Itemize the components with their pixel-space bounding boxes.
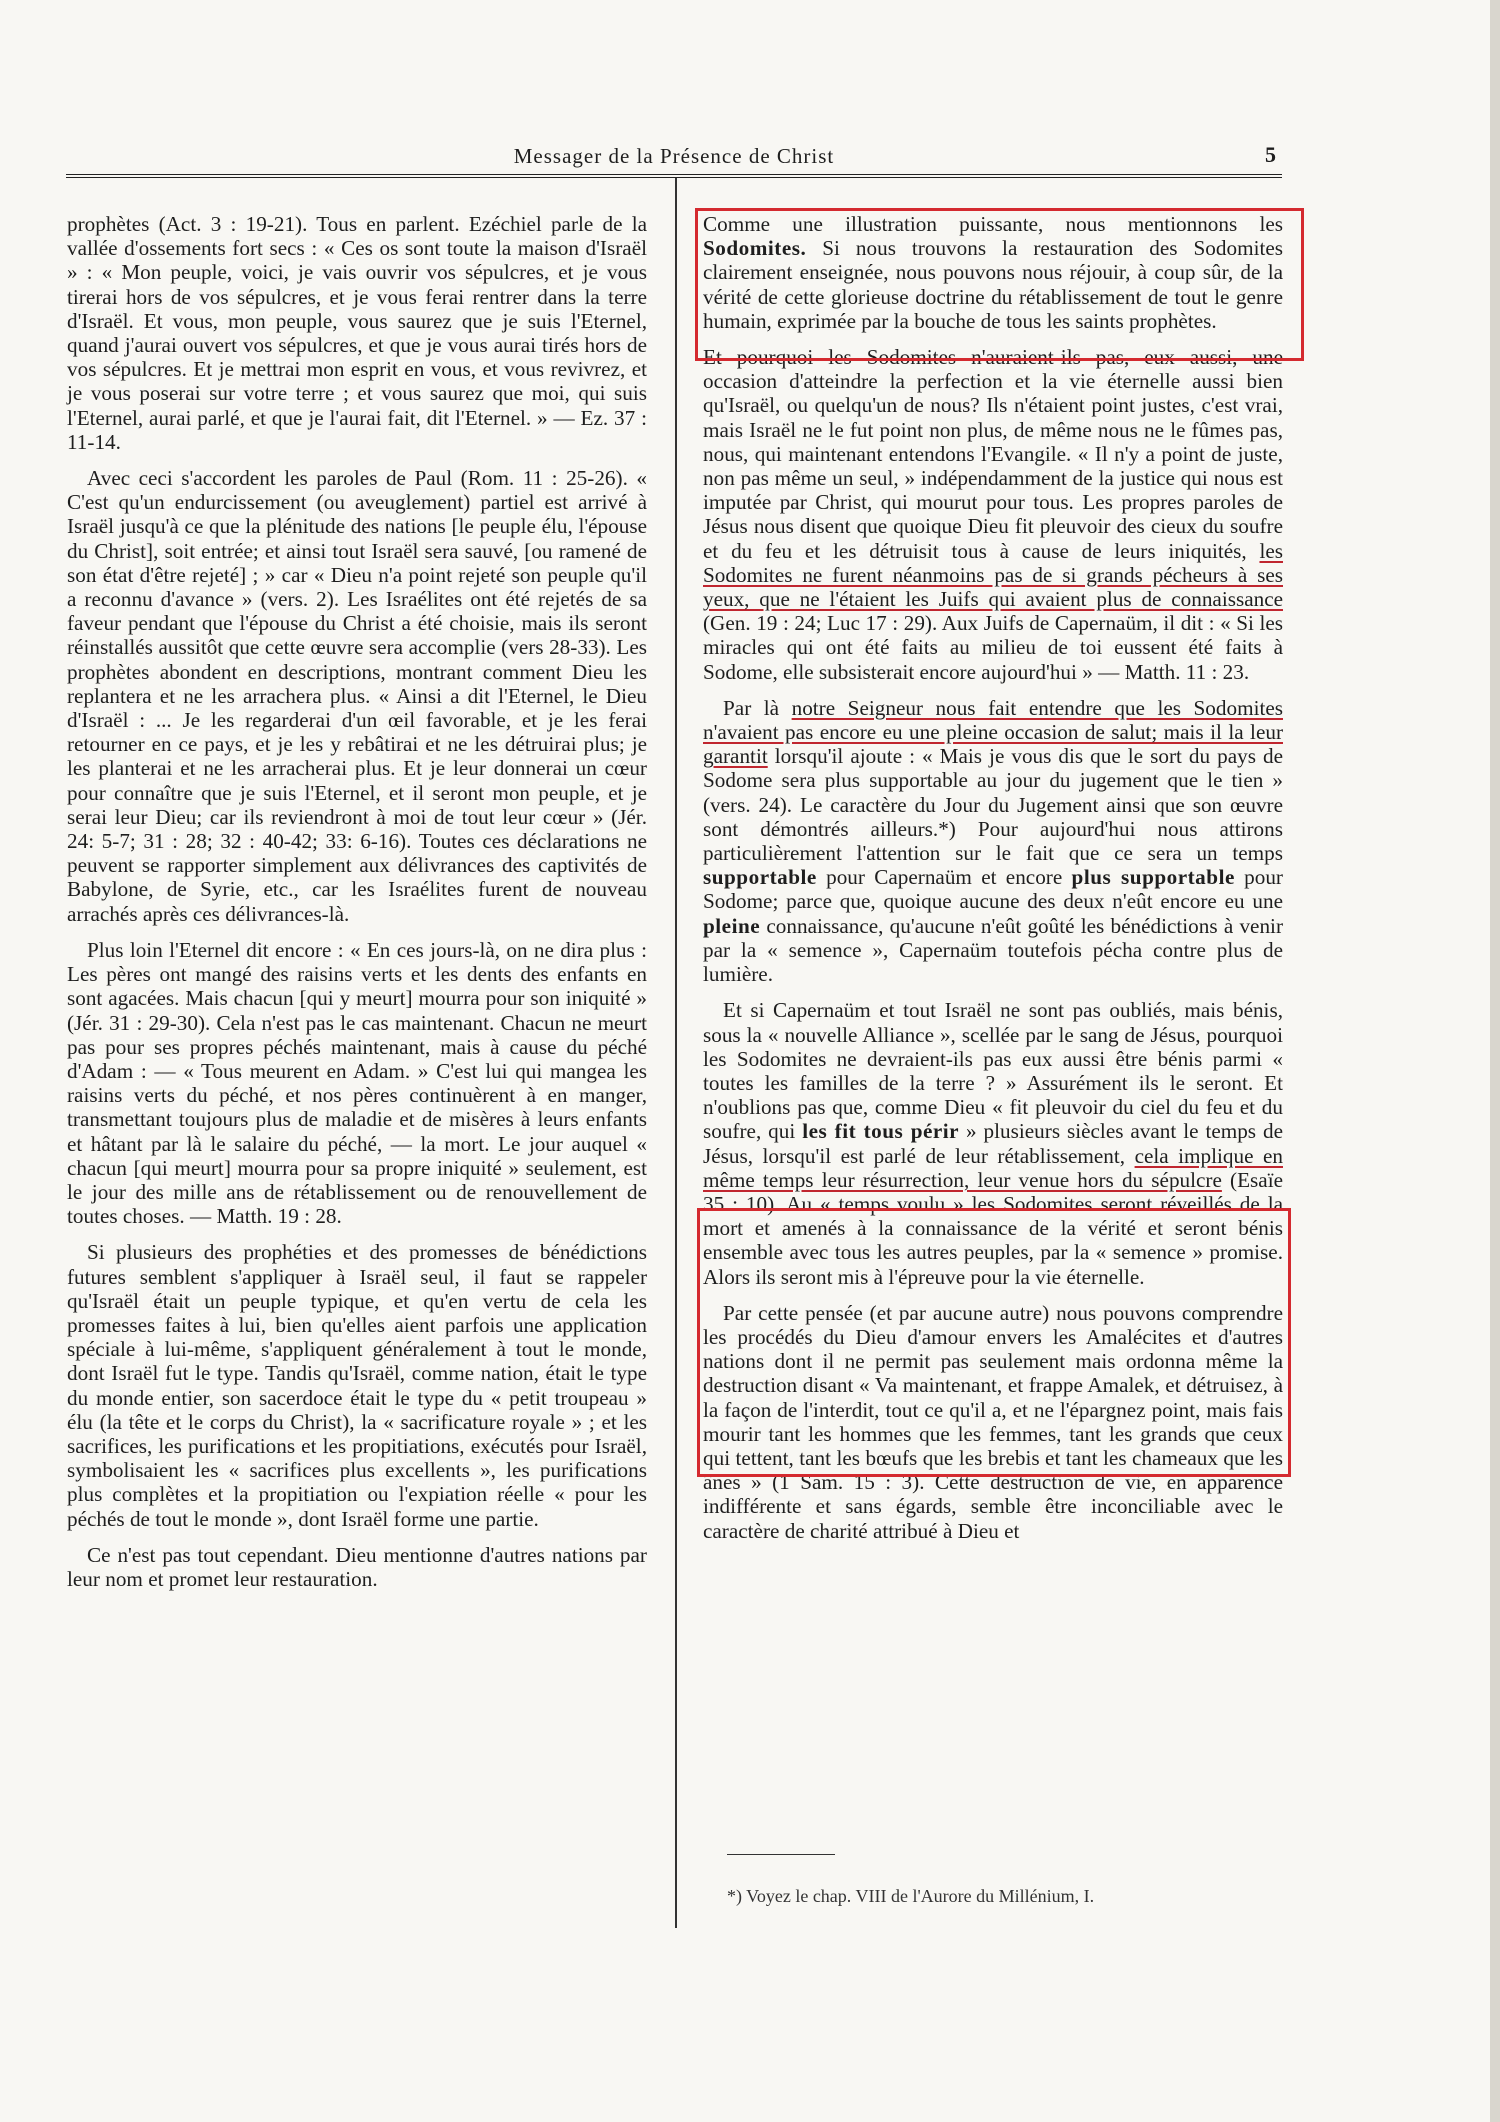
text-run: Si nous trouvons la restauration des Sodomites clairement enseignée, nous pouvons nous réjouir, à coup sûr, de la vérité de cette glorieuse doctrine du rétablissement de tout le genre humain, exprimée par la bouche de tous les saints prophètes.: [703, 236, 1283, 333]
text-run: Et si Capernaüm et tout Israël ne sont pas oubliés, mais bénis, sous la « nouvelle Alliance », scellée par le sang de Jésus, pourquoi les Sodomites ne devraient-ils pas eux aussi être bénis parmi « toutes les familles de la terre ? » Assurément ils le seront. Et n'oublions pas que, comme Dieu « fit pleuvoir du ciel du feu et du soufre, qui: [703, 998, 1283, 1144]
text-run: » plusieurs siècles avant le temps de Jésus, lorsqu'il est parlé de leur rétablissement,: [703, 1119, 1283, 1168]
footnote: *) Voyez le chap. VIII de l'Aurore du Millénium, I.: [727, 1886, 1095, 1906]
paragraph: Ce n'est pas tout cependant. Dieu mentionne d'autres nations par leur nom et promet leur restauration.: [67, 1542, 647, 1591]
paragraph: [703, 345, 1283, 684]
text-run: (Esaïe 35 : 10). Au « temps voulu » les Sodomites seront réveillés de la mort et amenés à la connaissance de la vérité et seront bénis ensemble avec tous les autres peuples, par la « semence » promise. Alors ils seront mis à l'épreuve pour la vie éternelle.: [703, 1167, 1283, 1289]
footnote-rule: [727, 1854, 835, 1855]
left-column: [67, 212, 647, 1603]
text-run: Par là: [723, 695, 792, 720]
bold-text: plus supportable: [1071, 865, 1235, 890]
text-run: lorsqu'il ajoute : « Mais je vous dis que le sort du pays de Sodome sera plus supportable au jour du jugement que le tien » (vers. 24). Le caractère du Jour du Jugement ainsi que son œuvre sont démontrés ailleurs.*) Pour aujourd'hui nous attirons particulièrement l'attention sur le fait que ce sera un temps: [703, 744, 1283, 866]
highlighted-text: notre Seigneur nous fait entendre que les Sodomites n'avaient pas encore eu une pleine occasion de salut; mais il la leur garantit: [703, 695, 1283, 769]
annotation-box: [697, 1208, 1291, 1477]
text-run: Comme une illustration puissante, nous mentionnons les: [703, 212, 1283, 236]
paragraph: prophètes (Act. 3 : 19-21). Tous en parlent. Ezéchiel parle de la vallée d'ossements fort secs : « Ces os sont toute la maison d'Israël » : « Mon peuple, voici, je vais ouvrir vos sépulcres, et je vous tirerai hors de vos sépulcres, et je vous ferai rentrer dans la terre d'Israël. Et vous, mon peuple, vous saurez que je suis l'Eternel, quand j'aurai ouvert vos sépulcres, et que je vous aurai tirés hors de vos sépulcres. Et je mettrai mon esprit en vous, et vous revivrez, et je vous poserai sur votre terre ; et vous saurez que moi, qui suis l'Eternel, aurai parlé, et que je l'aurai fait, dit l'Eternel. » — Ez. 37 : 11-14.: [67, 212, 647, 454]
page-number: 5: [1265, 142, 1276, 167]
header-title: Messager de la Présence de Christ: [513, 144, 835, 168]
bold-text: supportable: [703, 865, 817, 890]
paragraph: Avec ceci s'accordent les paroles de Paul (Rom. 11 : 25-26). « C'est qu'un endurcissement (ou aveuglement) partiel est arrivé à Israël jusqu'à ce que la plénitude des nations [le peuple élu, l'épouse du Christ], soit entrée; et ainsi tout Israël sera sauvé, [ou ramené de son état d'être rejeté] ; » car « Dieu n'a point rejeté son peuple qu'il a reconnu d'avance » (vers. 2). Les Israélites ont été rejetés de sa faveur pendant que l'épouse du Christ a été choisie, mais ils seront réinstallés aussitôt que cette œuvre sera accomplie (vers 28-33). Les prophètes abondent en descriptions, montrant comment Dieu les replantera et ne les arrachera plus. « Ainsi a dit l'Eternel, le Dieu d'Israël : ... Je les regarderai d'un œil favorable, et je les ferai retourner en ce pays, et je les y rebâtirai et ne les détruirai plus; je les planterai et ne les arracherai plus. Et je leur donnerai un cœur pour connaître que je suis l'Eternel, et il seront mon peuple, et je serai leur Dieu; car ils reviendront à moi de tout leur cœur » (Jér. 24: 5-7; 31 : 28; 32 : 40-42; 33: 6-16). Toutes ces déclarations ne peuvent se rapporter simplement aux délivrances des captivités de Babylone, de Syrie, etc., car les Israélites furent de nouveau arrachés après ces délivrances-là.: [67, 466, 647, 926]
text-run: connaissance, qu'aucune n'eût goûté les bénédictions à venir par la « semence », Capernaüm toutefois pécha contre plus de lumière.: [703, 913, 1283, 987]
running-header: [66, 140, 1282, 178]
page-fold-shadow: [1490, 0, 1500, 2122]
annotation-box: [695, 208, 1304, 361]
text-run: pour Sodome; parce que, quoique aucune des deux n'eût encore eu une: [703, 865, 1283, 914]
bold-text: les fit tous périr: [802, 1119, 960, 1144]
text-run: Et pourquoi les Sodomites n'auraient-ils pas, eux aussi, une occasion d'atteindre la perfection et la vie éternelle aussi bien qu'Israël, ou quelqu'un de nous? Ils n'étaient point justes, c'est vrai, mais Israël ne le fut point non plus, de même nous ne le fûmes pas, nous, qui maintenant entendons l'Evangile. « Il n'y a point de juste, non pas même un seul, » indépendamment de la justice qui nous est imputée par Christ, qui mourut pour tous. Les propres paroles de Jésus nous disent que quoique Dieu fit pleuvoir des cieux du soufre et du feu et les détruisit tous à cause de leurs iniquités,: [703, 345, 1283, 563]
paragraph: [703, 696, 1283, 986]
column-divider: [675, 178, 677, 1928]
highlighted-text: cela implique en même temps leur résurrection, leur venue hors du sépulcre: [703, 1143, 1283, 1192]
paragraph: Par cette pensée (et par aucune autre) nous pouvons comprendre les procédés du Dieu d'amour envers les Amalécites et d'autres nations dont il ne permit pas seulement mais ordonna même la destruction disant « Va maintenant, et frappe Amalek, et détruisez, à la façon de l'interdit, tout ce qu'il a, et ne l'épargnez point, mais fais mourir tant les hommes que les femmes, tant les grands que ceux qui tettent, tant les bœufs que les brebis et tant les chameaux que les ânes » (1 Sam. 15 : 3). Cette destruction de vie, en apparence indifférente et sans égards, semble être inconciliable avec le caractère de charité attribué à Dieu et: [703, 1300, 1283, 1543]
paragraph: Plus loin l'Eternel dit encore : « En ces jours-là, on ne dira plus : Les pères ont mangé des raisins verts et les dents des enfants en sont agacées. Mais chacun [qui y meurt] mourra pour son iniquité » (Jér. 31 : 29-30). Cela n'est pas le cas maintenant. Chacun ne meurt pas pour ses propres péchés maintenant, mais à cause du péché d'Adam : — « Tous meurent en Adam. » C'est lui qui mangea les raisins verts du péché, et nos pères continuèrent à en manger, transmettant toujours plus de maladie et de misères à leurs enfants et hâtant par là le salaire du péché, — la mort. Le jour auquel « chacun [qui meurt] mourra pour sa propre iniquité » seulement, est le jour des mille ans de rétablissement ou de renouvellement de toutes choses. — Matth. 19 : 28.: [67, 937, 647, 1229]
bold-text: pleine: [703, 913, 761, 938]
bold-text: Sodomites.: [703, 236, 807, 261]
text-run: (Gen. 19 : 24; Luc 17 : 29). Aux Juifs de Capernaüm, il dit : « Si les miracles qui ont été faits au milieu de toi eussent été faits à Sodome, elle subsisterait encore aujourd'hui » — Matth. 11 : 23.: [703, 611, 1283, 684]
highlighted-text: les Sodomites ne furent néanmoins pas de si grands pécheurs à ses yeux, que ne l'étaient les Juifs qui avaient plus de connaissance: [703, 538, 1283, 612]
paragraph: Si plusieurs des prophéties et des promesses de bénédictions futures semblent s'appliquer à Israël seul, il faut se rappeler qu'Israël était un peuple typique, et qu'en vertu de cela les promesses faites à lui, bien qu'elles aient parfois une application spéciale à lui-même, s'appliquent généralement à tout le monde, dont Israël fut le type. Tandis qu'Israël, comme nation, était le type du monde entier, son sacerdoce était le type du « petit troupeau » élu (la tête et le corps du Christ), la « sacrificature royale » ; et les sacrifices, les purifications et les propitiations, exécutés pour Israël, symbolisaient les « sacrifices plus excellents », les purifications plus complètes et la propitiation ou l'expiation réelle « pour les péchés de tout le monde », dont Israël forme une partie.: [67, 1240, 647, 1531]
text-run: pour Capernaüm et encore: [816, 865, 1072, 890]
